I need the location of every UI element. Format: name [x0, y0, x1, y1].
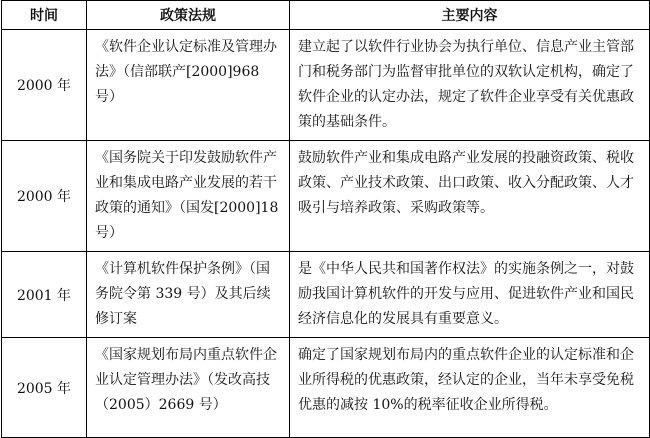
year-cell: 2000 年: [2, 30, 87, 141]
header-time: 时间: [2, 1, 87, 30]
policy-cell: 《计算机软件保护条例》（国务院令第 339 号）及其后续修订案: [87, 252, 290, 338]
policy-cell: 《国家规划布局内重点软件企业认定管理办法》（发改高技（2005）2669 号）: [87, 338, 290, 438]
year-cell: 2001 年: [2, 252, 87, 338]
content-cell: 建立起了以软件行业协会为执行单位、信息产业主管部门和税务部门为监督审批单位的双软认定机构，确定了软件企业的认定办法，规定了软件企业享受有关优惠政策的基础条件。: [290, 30, 650, 141]
content-cell: 鼓励软件产业和集成电路产业发展的投融资政策、税收政策、产业技术政策、出口政策、收入分配政策、人才吸引与培养政策、采购政策等。: [290, 141, 650, 252]
table-row: [2, 141, 650, 252]
year-cell: 2005 年: [2, 338, 87, 438]
table-header-row: [2, 1, 650, 30]
table-row: [2, 30, 650, 141]
policy-cell: 《国务院关于印发鼓励软件产业和集成电路产业发展的若干政策的通知》（国发[2000]18 号）: [87, 141, 290, 252]
content-cell: 是《中华人民共和国著作权法》的实施条例之一，对鼓励我国计算机软件的开发与应用、促进软件产业和国民经济信息化的发展具有重要意义。: [290, 252, 650, 338]
policy-cell: 《软件企业认定标准及管理办法》（信部联产[2000]968 号）: [87, 30, 290, 141]
table-row: [2, 252, 650, 338]
table-row: [2, 338, 650, 438]
content-cell: 确定了国家规划布局内的重点软件企业的认定标准和企业所得税的优惠政策，经认定的企业，当年未享受免税优惠的减按 10%的税率征收企业所得税。: [290, 338, 650, 438]
year-cell: 2000 年: [2, 141, 87, 252]
header-content: 主要内容: [290, 1, 650, 30]
policy-table: [1, 0, 650, 438]
header-policy: 政策法规: [87, 1, 290, 30]
